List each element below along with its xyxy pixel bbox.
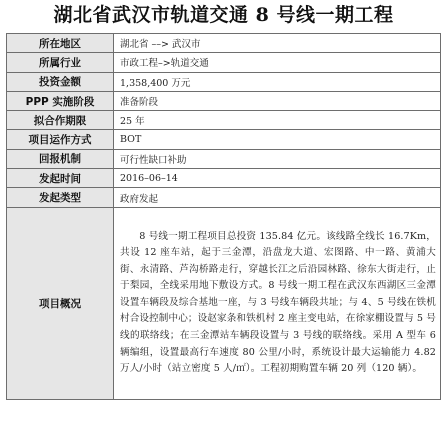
row-label-ppp-stage: PPP 实施阶段 (7, 91, 114, 110)
table-row-industry (7, 53, 441, 72)
row-label-region: 所在地区 (7, 34, 114, 53)
row-label-return-mechanism: 回报机制 (7, 149, 114, 168)
table-row-launch-date (7, 169, 441, 188)
page-title: 湖北省武汉市轨道交通 8 号线一期工程 (53, 4, 394, 26)
project-info-table (6, 33, 441, 400)
row-label-term: 拟合作期限 (7, 111, 114, 130)
row-value-industry: 市政工程–>轨道交通 (114, 53, 441, 72)
table-row-overview (7, 207, 441, 399)
row-label-investment: 投资金额 (7, 72, 114, 91)
table-row-launch-type (7, 188, 441, 207)
row-label-overview: 项目概况 (7, 207, 114, 399)
table-row-region (7, 34, 441, 53)
row-value-region: 湖北省 ––> 武汉市 (114, 34, 441, 53)
row-value-launch-type: 政府发起 (114, 188, 441, 207)
row-label-launch-type: 发起类型 (7, 188, 114, 207)
row-label-industry: 所属行业 (7, 53, 114, 72)
table-row-operation-mode (7, 130, 441, 149)
table-row-return-mechanism (7, 149, 441, 168)
row-value-return-mechanism: 可行性缺口补助 (114, 149, 441, 168)
row-value-overview (114, 207, 441, 399)
table-row-ppp-stage (7, 91, 441, 110)
row-value-ppp-stage: 准备阶段 (114, 91, 441, 110)
row-label-operation-mode: 项目运作方式 (7, 130, 114, 149)
row-value-investment: 1,358,400 万元 (114, 72, 441, 91)
row-value-operation-mode: BOT (114, 130, 441, 149)
table-row-investment (7, 72, 441, 91)
row-label-launch-date: 发起时间 (7, 169, 114, 188)
row-value-launch-date: 2016–06–14 (114, 169, 441, 188)
project-overview-text: 8 号线一期工程项目总投资 135.84 亿元。该线路全线长 16.7Km，共设 12 座车站，起于三金潭，沿盘龙大道、宏图路、中一路、黄浦大街、永清路、芦沟桥路走行，穿越长江之后沿园林路、徐东大街走行，止于梨园，全线采用地下敷设方式。8 号线一期工程在武汉东西湖区三金潭设置车辆段及综合基地一座，与 3 号线车辆段共址；与 4、5 号线在铁机村合设控制中心；设赵家条和铁机村 2 座主变电站，在徐家棚设置与 5 号线的联络线；在三金潭站车辆段设置与 3 号线的联络线。采用 A 型车 6 辆编组，设置最高行车速度 80 公里/小时，系统设计最大运输能力 4.82 万人/小时（站立密度 5 人/㎡）。工程初期购置车辆 20 列（120 辆）。 (120, 230, 436, 375)
table-row-term (7, 111, 441, 130)
row-value-term: 25 年 (114, 111, 441, 130)
